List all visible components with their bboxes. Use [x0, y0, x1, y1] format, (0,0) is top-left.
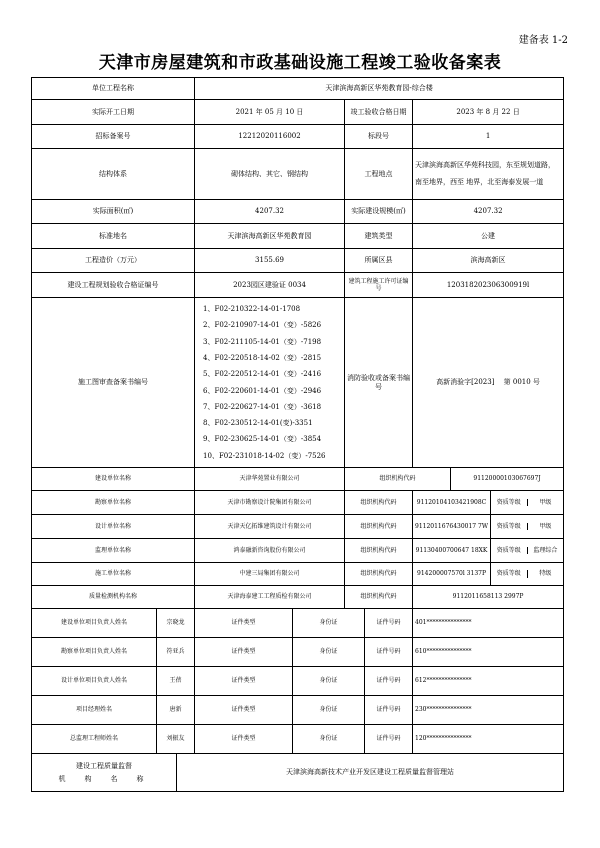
- section-value: 1: [413, 125, 564, 149]
- supervisor-code-label: 组织机构代码: [345, 539, 413, 563]
- building-type-label: 建筑类型: [345, 224, 413, 249]
- person-name: 宗晓龙: [157, 609, 195, 638]
- review-item: 10、F02-231018-14-02（变）-7526: [203, 451, 326, 460]
- site-label: 工程地点: [345, 149, 413, 200]
- review-item: 9、F02-230625-14-01（变）-3854: [203, 435, 322, 444]
- person-cert-type: 身份证: [293, 667, 365, 696]
- construct-permit-label: 建筑工程施工许可证编号: [345, 273, 413, 298]
- testing-label: 质量检测机构名称: [32, 586, 195, 609]
- person-cert-no: 612***************: [413, 667, 564, 696]
- builder-code-label: 组织机构代码: [345, 468, 451, 491]
- building-type-value: 公建: [413, 224, 564, 249]
- person-cert-type-label: 证件类型: [195, 725, 293, 754]
- person-row: [32, 609, 564, 638]
- person-cert-type-label: 证件类型: [195, 638, 293, 667]
- plan-permit-label: 建设工程规划验收合格证编号: [32, 273, 195, 298]
- site-value: 天津滨海高新区华苑科技园，东至规划道路，南至地界，西至 地界，北至海泰发展一道: [413, 149, 564, 200]
- person-role: 勘察单位项目负责人姓名: [32, 638, 157, 667]
- person-role: 项目经理姓名: [32, 696, 157, 725]
- district-label: 所属区县: [345, 249, 413, 273]
- start-date-value: 2021 年 05 月 10 日: [195, 100, 345, 125]
- person-cert-type-label: 证件类型: [195, 667, 293, 696]
- person-cert-no-label: 证件号码: [365, 638, 413, 667]
- quality-org-label-line2: 机 构 名 称: [58, 774, 150, 783]
- surveyor-code-label: 组织机构代码: [345, 491, 413, 515]
- surveyor-value: 天津市勘察设计院集团有限公司: [195, 491, 345, 515]
- landmark-label: 标准地名: [32, 224, 195, 249]
- person-row: [32, 667, 564, 696]
- bid-value: 12212020116002: [195, 125, 345, 149]
- builder-label: 建设单位名称: [32, 468, 195, 491]
- landmark-value: 天津滨海高新区华苑教育园: [195, 224, 345, 249]
- person-name: 刘振友: [157, 725, 195, 754]
- surveyor-grade-label: 资质等级: [496, 498, 521, 506]
- contractor-code-value: 914200007570l 3137P: [413, 563, 491, 586]
- person-cert-no-label: 证件号码: [365, 609, 413, 638]
- person-role: 总监理工程师姓名: [32, 725, 157, 754]
- designer-code-value: 9112011676430017 7W: [413, 515, 491, 539]
- fire-value: 高新消验字[2023] 第 0010 号: [413, 298, 564, 468]
- quality-org-value: 天津滨海高新技术产业开发区建设工程质量监督管理站: [177, 754, 564, 792]
- designer-grade-label: 资质等级: [496, 522, 521, 530]
- structure-value: 砌体结构、其它、钢结构: [195, 149, 345, 200]
- testing-code-label: 组织机构代码: [345, 586, 413, 609]
- testing-code-value: 9112011658113 2997P: [413, 586, 564, 609]
- review-label: 施工图审查备案书编号: [32, 298, 195, 468]
- page-title: 天津市房屋建筑和市政基础设施工程竣工验收备案表: [98, 53, 502, 73]
- review-list: [195, 298, 345, 468]
- surveyor-grade-value: 甲级: [527, 499, 564, 507]
- builder-value: 天津华苑置业有限公司: [195, 468, 345, 491]
- designer-code-label: 组织机构代码: [345, 515, 413, 539]
- person-cert-type: 身份证: [293, 725, 365, 754]
- person-name: 王蓓: [157, 667, 195, 696]
- section-label: 标段号: [345, 125, 413, 149]
- district-value: 滨海高新区: [413, 249, 564, 273]
- person-row: [32, 696, 564, 725]
- cost-label: 工程造价（万元）: [32, 249, 195, 273]
- area-value: 4207.32: [195, 200, 345, 224]
- person-cert-no: 610***************: [413, 638, 564, 667]
- area-label: 实际面积(㎡): [32, 200, 195, 224]
- builder-code-value: 91120000103067697J: [451, 468, 564, 491]
- review-item: 4、F02-220518-14-02（变）-2815: [203, 353, 322, 362]
- filing-table: [31, 77, 564, 792]
- person-cert-type: 身份证: [293, 609, 365, 638]
- surveyor-code-value: 91120104103421908C: [413, 491, 491, 515]
- review-item: 3、F02-211105-14-01（变）-7198: [203, 337, 322, 346]
- person-cert-no-label: 证件号码: [365, 667, 413, 696]
- supervisor-grade-value: 监理综合: [527, 547, 564, 555]
- review-item: 2、F02-210907-14-01（变）-5826: [203, 321, 322, 330]
- fire-label: 消防验收或备案书编号: [345, 298, 413, 468]
- supervisor-label: 监理单位名称: [32, 539, 195, 563]
- contractor-label: 施工单位名称: [32, 563, 195, 586]
- review-item: 7、F02-220627-14-01（变）-3618: [203, 402, 322, 411]
- cost-value: 3155.69: [195, 249, 345, 273]
- person-row: [32, 725, 564, 754]
- testing-value: 天津海泰建工工程质检有限公司: [195, 586, 345, 609]
- person-name: 符亚兵: [157, 638, 195, 667]
- person-cert-type: 身份证: [293, 638, 365, 667]
- bid-label: 招标备案号: [32, 125, 195, 149]
- scale-label: 实际建设规模(㎡): [345, 200, 413, 224]
- supervisor-value: 鸿泰融新咨询股份有限公司: [195, 539, 345, 563]
- person-role: 建设单位项目负责人姓名: [32, 609, 157, 638]
- contractor-grade-label: 资质等级: [496, 570, 521, 578]
- person-cert-no-label: 证件号码: [365, 725, 413, 754]
- designer-label: 设计单位名称: [32, 515, 195, 539]
- person-cert-type: 身份证: [293, 696, 365, 725]
- surveyor-label: 勘察单位名称: [32, 491, 195, 515]
- person-cert-no: 230***************: [413, 696, 564, 725]
- person-role: 设计单位项目负责人姓名: [32, 667, 157, 696]
- designer-value: 天津天亿拓维建筑设计有限公司: [195, 515, 345, 539]
- start-date-label: 实际开工日期: [32, 100, 195, 125]
- quality-org-label-line1: 建设工程质量监督: [76, 761, 132, 770]
- person-name: 唐新: [157, 696, 195, 725]
- finish-date-value: 2023 年 8 月 22 日: [413, 100, 564, 125]
- supervisor-grade-label: 资质等级: [496, 546, 521, 554]
- scale-value: 4207.32: [413, 200, 564, 224]
- supervisor-code-value: 91130400700647 18XK: [413, 539, 491, 563]
- review-item: 8、F02-230512-14-01(变)-3351: [203, 419, 313, 428]
- finish-date-label: 竣工验收合格日期: [345, 100, 413, 125]
- review-item: 1、F02-210322-14-01-1708: [203, 305, 301, 314]
- contractor-grade-value: 特级: [527, 570, 564, 578]
- person-cert-no: 120***************: [413, 725, 564, 754]
- plan-permit-value: 2023园区建验证 0034: [195, 273, 345, 298]
- review-item: 5、F02-220512-14-01（变）-2416: [203, 370, 322, 379]
- review-item: 6、F02-220601-14-01（变）-2946: [203, 386, 322, 395]
- construct-permit-value: 120318202306300919l: [413, 273, 564, 298]
- project-name-value: 天津滨海高新区华苑教育园-综合楼: [195, 78, 564, 100]
- project-name-label: 单位工程名称: [32, 78, 195, 100]
- designer-grade-value: 甲级: [527, 523, 564, 531]
- person-cert-no-label: 证件号码: [365, 696, 413, 725]
- person-cert-type-label: 证件类型: [195, 696, 293, 725]
- contractor-value: 中建三局集团有限公司: [195, 563, 345, 586]
- person-cert-no: 401***************: [413, 609, 564, 638]
- quality-org-label: [32, 754, 177, 792]
- structure-label: 结构体系: [32, 149, 195, 200]
- contractor-code-label: 组织机构代码: [345, 563, 413, 586]
- form-number: 建备表 1-2: [518, 35, 568, 46]
- person-row: [32, 638, 564, 667]
- person-cert-type-label: 证件类型: [195, 609, 293, 638]
